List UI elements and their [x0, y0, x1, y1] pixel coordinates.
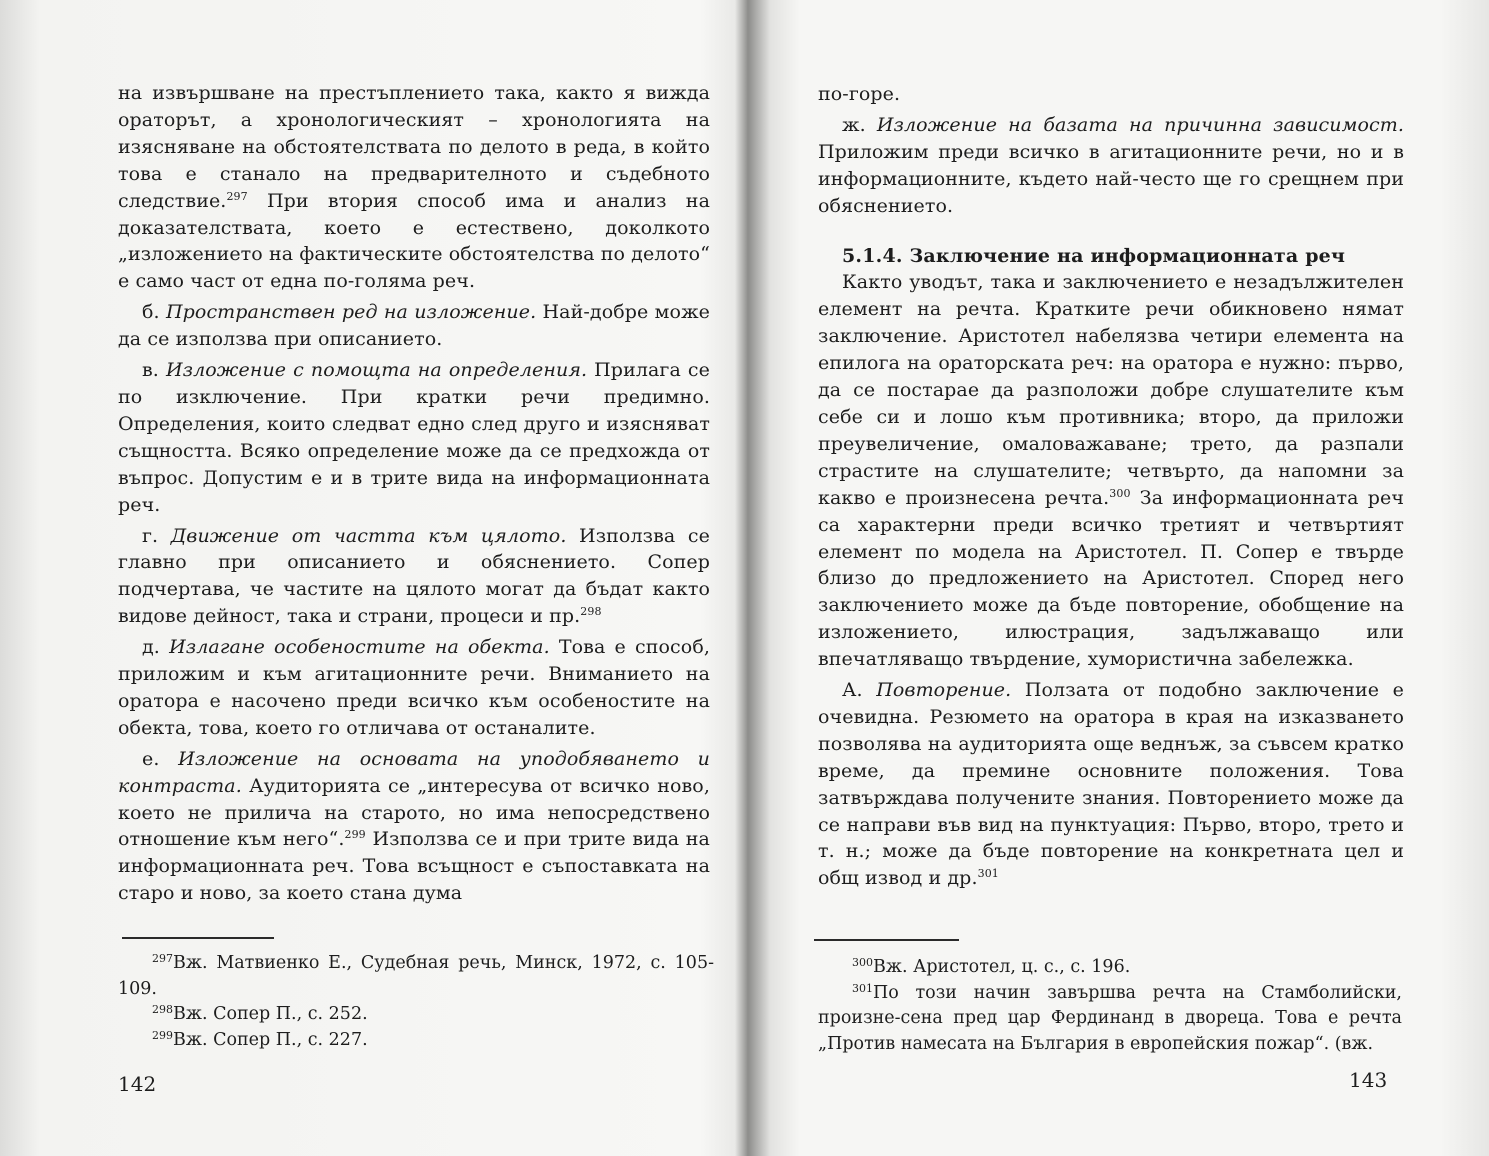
footnote-ref[interactable]: 301 [977, 867, 999, 881]
paragraph: на извършване на престъплението така, както я вижда ораторът, а хронологическият – хронологията на изясняване на обстоятелствата по делото в реда, в който това е станало на предварителното и съдебното следствие.$^{297}$ При втория способ има и анализ на доказателствата, което е естествено, доколкото „изложението на фактическите обстоятелства по делото“ е само част от една по-голяма реч. [118, 82, 710, 293]
footnote-divider [814, 939, 959, 941]
footnote-ref[interactable]: 300 [1109, 486, 1131, 500]
right-page-body [818, 81, 1404, 892]
left-page-body [118, 76, 710, 907]
paragraph: ж. Изложение на базата на причинна зависимост. Приложим преди всичко в агитационните речи, но и в информационните, където най-често ще го срещнем при обяснението. [818, 113, 1404, 217]
paragraph: г. Движение от частта към цялото. Използва се главно при описанието и обяснението. Сопер подчертава, че частите на цялото могат да бъдат както видове дейност, така и страни, процеси и пр.$^{298}$ [118, 524, 710, 628]
paragraph: е. Изложение на основата на уподобяването и контраста. Аудиторията се „интересува от всичко ново, което не прилича на старото, но има непосредствено отношение към него“.$^{299}$ Използва се и при трите вида на информационната реч. Това всъщност е съпоставката на старо и ново, за което стана дума [118, 747, 711, 905]
footnote-ref[interactable]: 298 [580, 605, 602, 619]
paragraph: Както уводът, така и заключението е незадължителен елемент на речта. Кратките речи обикновено нямат заключение. Аристотел набелязва четири елемента на епилога на ораторската реч: на оратора е нужно: първо, да се постарае да разположи добре слушателите към себе си и лошо към противника; второ, да приложи преувеличение, омаловажаване; трето, да разпали страстите на слушателите; четвърто, да напомни за какво е произнесена речта.$^{300}$ За информационната реч са характерни преди всичко третият и четвъртият елемент по модела на Аристотел. П. Сопер е твърде близо до предложението на Аристотел. Според него заключението може да бъде повторение, обобщение на изложението, илюстрация, задължаващо или впечатляващо твърдение, хумористична забележка. [818, 271, 1404, 671]
footnote-ref[interactable]: 297 [226, 189, 248, 203]
right-footnotes [818, 955, 1402, 1057]
footnote: $^{297}$Вж. Матвиенко Е., Судебная речь, Минск, 1972, с. 105-109. [118, 952, 714, 999]
footnote: $^{300}$Вж. Аристотел, ц. с., с. 196. [852, 956, 1131, 977]
right-page [752, 0, 1489, 1156]
page-number: 143 [1349, 1068, 1388, 1092]
page-number: 142 [118, 1072, 157, 1096]
left-footnotes [118, 951, 714, 1053]
footnote: $^{299}$Вж. Сопер П., с. 227. [152, 1028, 368, 1050]
footnote: $^{298}$Вж. Сопер П., с. 252. [152, 1003, 368, 1024]
paragraph: по-горе. [818, 83, 901, 105]
paragraph: в. Изложение с помощта на определения. Прилага се по изключение. При кратки речи предимно. Определения, които следват едно след друго и изясняват същността. Всяко определение може да се предхожда от въпрос. Допустим е и в трите вида на информационната реч. [118, 359, 710, 516]
footnote-ref[interactable]: 299 [344, 828, 366, 842]
paragraph: А. Повторение. Ползата от подобно заключение е очевидна. Резюмето на оратора в края на изказването позволява на аудиторията още веднъж, за съвсем кратко време, да премине основните положения. Това затвърждава получените знания. Повторението може да се направи във вид на пунктуация: Първо, второ, трето и т. н.; може да бъде повторение на конкретната цел и общ извод и др.$^{301}$ [818, 679, 1404, 890]
paragraph: д. Излагане особеностите на обекта. Това е способ, приложим и към агитационните речи. Вниманието на оратора е насочено преди всичко към особеностите на обекта, това, което го отличава от останалите. [118, 636, 711, 739]
section-heading: 5.1.4. Заключение на информационната реч [842, 244, 1346, 267]
footnote: $^{301}$По този начин завършва речта на Стамболийски, произне-сена пред цар Фердинанд в двореца. Това е речта „Против намесата на България в европейския пожар“. (вж. [818, 981, 1402, 1054]
footnote-divider [122, 937, 274, 939]
paragraph: б. Пространствен ред на изложение. Най-добре може да се използва при описанието. [118, 301, 710, 351]
